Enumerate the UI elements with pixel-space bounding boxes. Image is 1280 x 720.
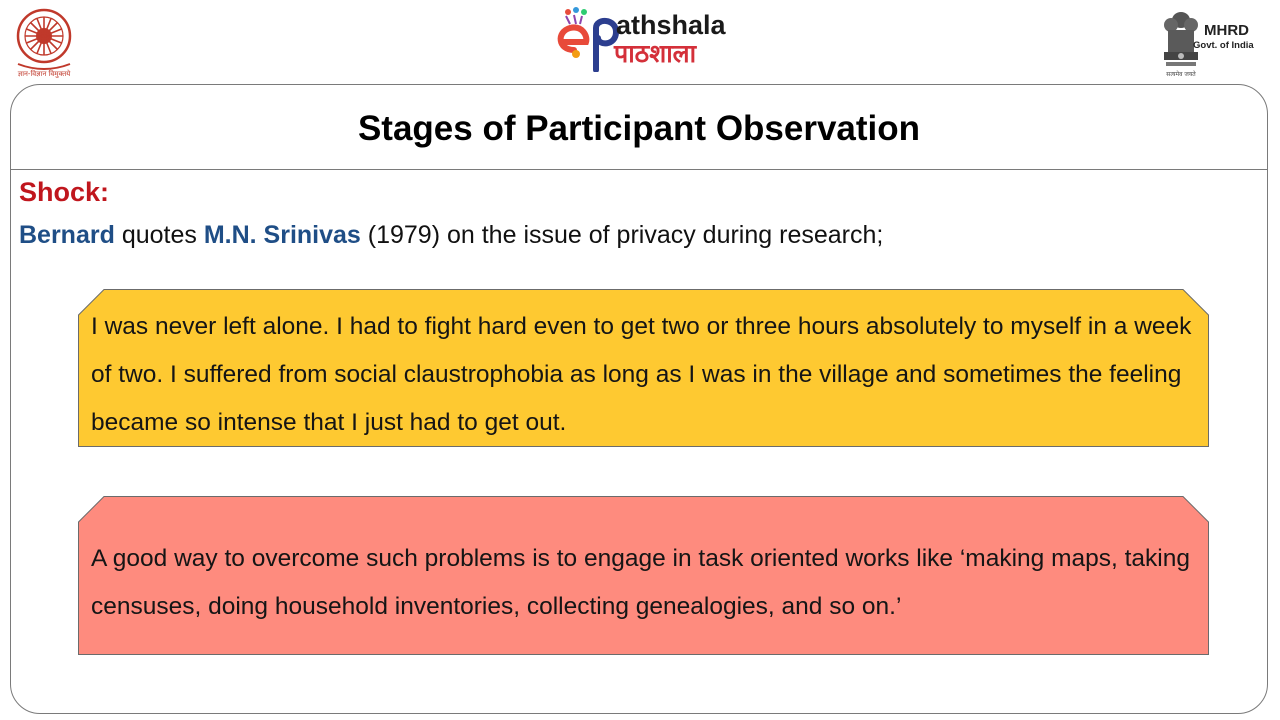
mhrd-title: MHRD [1204,22,1249,39]
intro-verb: quotes [114,221,204,249]
epathshala-latin-text: athshala [616,10,726,40]
title-bar [11,85,1267,170]
emblem-motto: सत्यमेव जयते [1166,71,1196,78]
author-srinivas: M.N. Srinivas [203,221,361,249]
slide-frame [10,84,1268,714]
header-bar [0,0,1280,84]
section-heading: Shock: [19,177,110,207]
slide-title: Stages of Participant Observation [357,109,921,148]
ugc-logo-caption: ज्ञान-विज्ञान विमुक्तये [17,70,71,78]
author-bernard: Bernard [19,221,115,249]
quote-text: I was never left alone. I had to fight hard even to get two or three hours absolutely to myself in a week of two. I suffered from social claustrophobia as long as I was in the village and sometimes the feeling became so intense that I just had to get out. [91,313,1192,436]
mhrd-subtitle: Govt. of India [1193,40,1254,51]
tip-text: A good way to overcome such problems is to engage in task oriented works like ‘making maps, taking censuses, doing household inventories, collecting genealogies, and so on.’ [91,545,1190,620]
intro-sentence [19,221,883,250]
intro-rest: (1979) on the issue of privacy during research; [360,221,884,249]
epathshala-devanagari-text: पाठशाला [614,39,697,68]
